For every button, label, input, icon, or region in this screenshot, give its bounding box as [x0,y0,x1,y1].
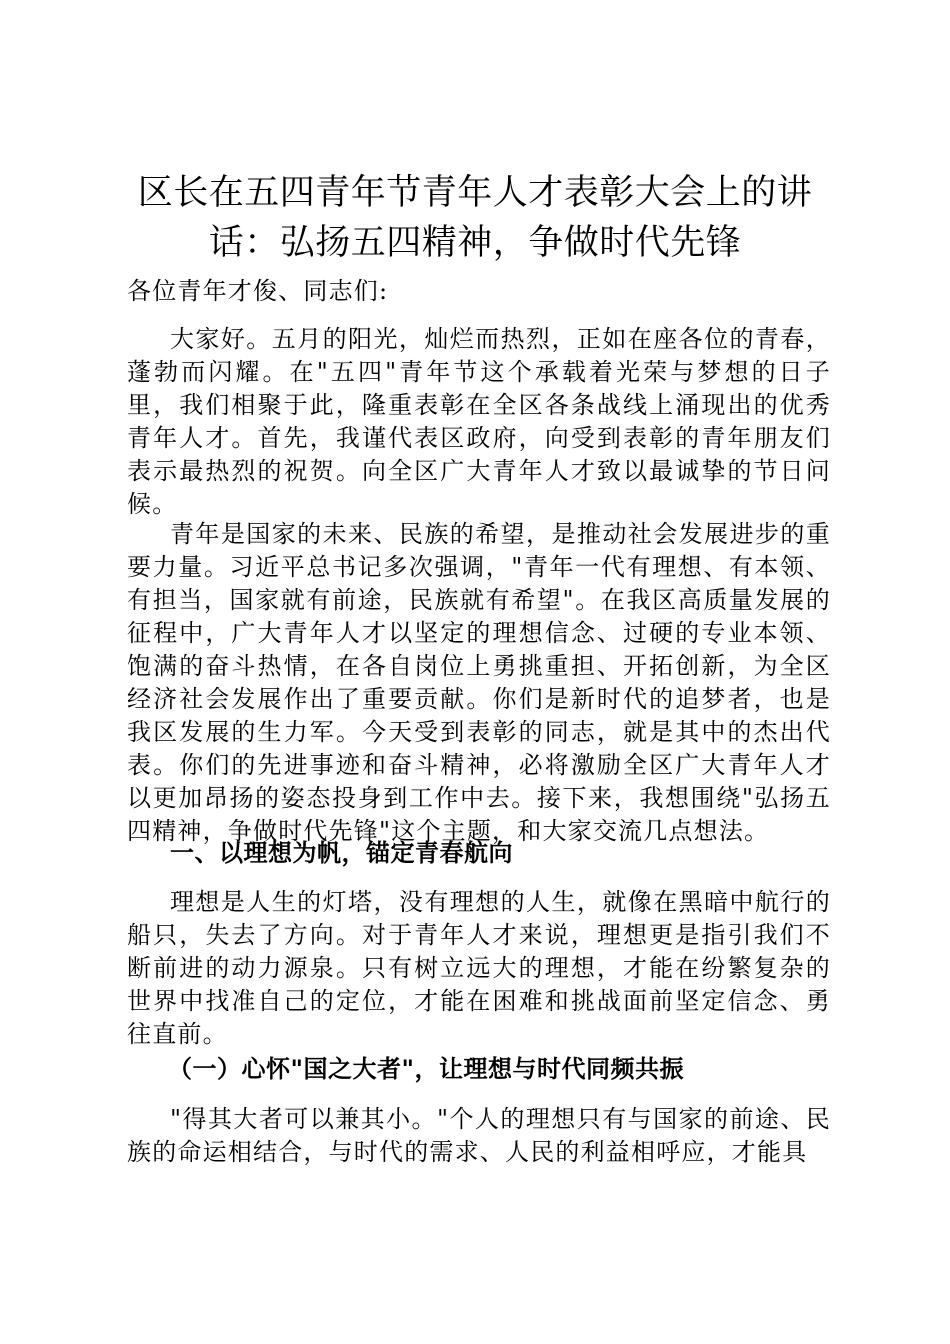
paragraph-national-ideals: "得其大者可以兼其小。"个人的理想只有与国家的前途、民族的命运相结合，与时代的需求、人民的利益相呼应，才能具 [127,1105,831,1166]
section-heading-1: 一、以理想为帆，锚定青春航向 [170,839,513,867]
paragraph-ideals: 理想是人生的灯塔，没有理想的人生，就像在黑暗中航行的船只，失去了方向。对于青年人才来说，理想更是指引我们不断前进的动力源泉。只有树立远大的理想，才能在纷繁复杂的世界中找准自己的定位，才能在困难和挑战面前坚定信念、勇往直前。 [127,888,831,1048]
paragraph-opening: 大家好。五月的阳光，灿烂而热烈，正如在座各位的青春，蓬勃而闪耀。在"五四"青年节这个承载着光荣与梦想的日子里，我们相聚于此，隆重表彰在全区各条战线上涌现出的优秀青年人才。首先，我谨代表区政府，向受到表彰的青年朋友们表示最热烈的祝贺。向全区广大青年人才致以最诚挚的节日问候。 [127,325,831,518]
paragraph-youth-importance: 青年是国家的未来、民族的希望，是推动社会发展进步的重要力量。习近平总书记多次强调，"青年一代有理想、有本领、有担当，国家就有前途，民族就有希望"。在我区高质量发展的征程中，广大青年人才以坚定的理想信念、过硬的专业本领、饱满的奋斗热情，在各自岗位上勇挑重担、开拓创新，为全区经济社会发展作出了重要贡献。你们是新时代的追梦者，也是我区发展的生力军。今天受到表彰的同志，就是其中的杰出代表。你们的先进事迹和奋斗精神，必将激励全区广大青年人才以更加昂扬的姿态投身到工作中去。接下来，我想围绕"弘扬五四精神，争做时代先锋"这个主题，和大家交流几点想法。 [127,520,831,845]
salutation: 各位青年才俊、同志们: [127,277,389,305]
document-title: 区长在五四青年节青年人才表彰大会上的讲话：弘扬五四精神，争做时代先锋 [137,173,813,263]
subsection-heading-1: （一）心怀"国之大者"，让理想与时代同频共振 [168,1055,685,1083]
